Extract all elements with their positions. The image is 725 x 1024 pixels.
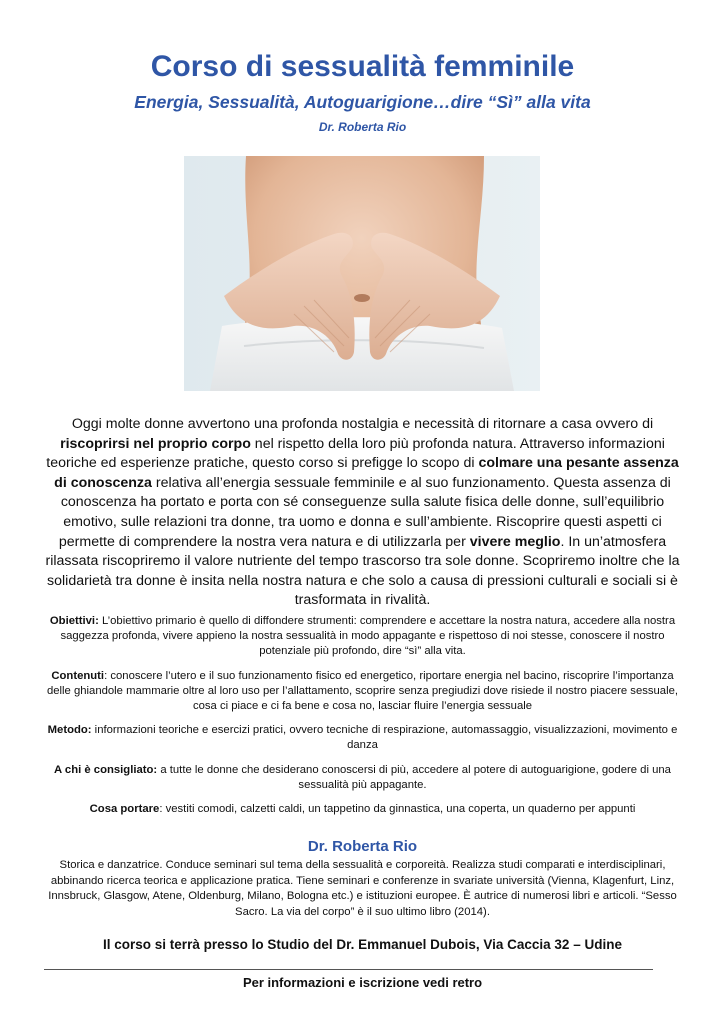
- section-contenuti: [40, 669, 685, 715]
- section-label: Metodo:: [47, 724, 92, 737]
- section-text: : vestiti comodi, calzetti caldi, un tappetino da ginnastica, una coperta, un quaderno per appunti: [159, 803, 636, 816]
- intro-bold-3: vivere meglio: [469, 533, 561, 550]
- intro-text-2: nel rispetto della loro più profonda natura. Attraverso informazioni teoriche ed esperienze pratiche, questo corso si prefigge lo scopo di: [46, 435, 665, 472]
- section-obiettivi: [40, 614, 685, 660]
- bio-text: Storica e danzatrice. Conduce seminari sul tema della sessualità e corporeità. Realizza studi comparati e interdisciplinari, abbinando ricerca teorica e applicazione pratica. Tiene seminari e conferenze in svariate università (Vienna, Klagenfurt, Linz, Innsbruck, Glasgow, Atene, Oldenburg, Milano, Bologna etc.) e istituzioni europee. È autrice di numerosi libri e articoli. “Sesso Sacro. La via del corpo” è il suo ultimo libro (2014).: [48, 859, 677, 918]
- page-subtitle: Energia, Sessualità, Autoguarigione…dire “Sì” alla vita: [134, 92, 591, 112]
- section-metodo: [40, 723, 685, 753]
- section-text: a tutte le donne che desiderano conoscersi di più, accedere al potere di autoguarigione, godere di una sessualità più appagante.: [157, 763, 671, 791]
- bio-heading: Dr. Roberta Rio: [307, 838, 418, 855]
- intro-paragraph: [40, 415, 685, 611]
- footer-note: Per informazioni e iscrizione vedi retro: [242, 975, 483, 990]
- belly-hands-photo: [184, 156, 540, 391]
- venue-line: Il corso si terrà presso lo Studio del Dr. Emmanuel Dubois, Via Caccia 32 – Udine: [103, 937, 622, 952]
- intro-text-1: Oggi molte donne avvertono una profonda nostalgia e necessità di ritornare a casa ovvero di: [71, 416, 654, 432]
- intro-text-4: . In un’atmosfera rilassata riscopriremo il valore nutriente del tempo trascorso tra sole donne. Scopriremo inoltre che la solidarietà tra donne è insita nella nostra natura e che solo a causa di pressioni culturali e sociali si è trasformata in rivalità.: [45, 533, 680, 609]
- section-target: [40, 763, 685, 793]
- section-text: informazioni teoriche e esercizi pratici, ovvero tecniche di respirazione, automassaggio, visualizzazioni, movimento e danza: [91, 724, 678, 752]
- section-label: A chi è consigliato:: [54, 763, 158, 776]
- section-label: Contenuti: [51, 669, 105, 682]
- section-label: Cosa portare: [89, 803, 160, 816]
- section-label: Obiettivi:: [49, 615, 99, 627]
- section-text: L’obiettivo primario è quello di diffondere strumenti: comprendere e accettare la nostra natura, accedere alla nostra saggezza profonda, vivere appieno la nostra sessualità in modo appagante e rispettoso di noi stesse, conoscere il nostro potenziale più profondo, dire “sì” alla vita.: [60, 615, 676, 658]
- section-text: : conoscere l’utero e il suo funzionamento fisico ed energetico, riportare energia nel bacino, riscoprire l’importanza delle ghiandole mammarie oltre al loro uso per l’allattamento, scoprire senza pregiudizi dove risiede il nostro piacere sessuale, cosa ci piace e ci fa bene e cosa no, lasciar fluire l’energia sessuale: [46, 669, 679, 713]
- section-cosa-portare: [40, 802, 685, 817]
- intro-bold-2: colmare una pesante assenza di conoscenza: [54, 455, 679, 491]
- page-title: Corso di sessualità femminile: [150, 50, 575, 83]
- divider: [44, 969, 653, 970]
- intro-text-3: relativa all’energia sessuale femminile e al suo funzionamento. Questa assenza di conoscenza ha portato e porta con sé conseguenze sulla salute fisica delle donne, sull’equilibrio emotivo, sulle relazioni tra donne, tra uomo e donna e sull’ambiente. Riscoprire questi aspetti ci permette di comprendere la nostra vera natura e di utilizzarla per: [58, 474, 671, 550]
- course-details: [40, 614, 685, 826]
- author-byline: Dr. Roberta Rio: [318, 120, 407, 134]
- intro-bold-1: riscoprirsi nel proprio corpo: [60, 435, 251, 452]
